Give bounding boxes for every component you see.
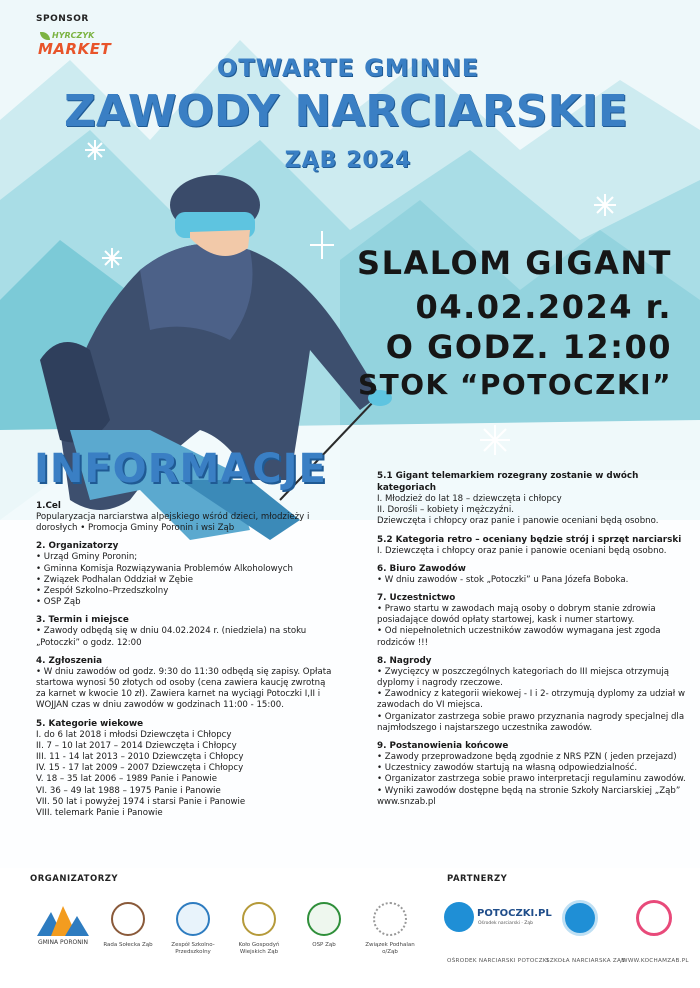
- mountain-logo-icon: [33, 902, 93, 938]
- section-line: Dziewczęta i chłopcy oraz panie i panowie oceniani będą osobno.: [377, 516, 659, 527]
- title-line-2: ZAWODY NARCIARSKIE: [64, 86, 628, 137]
- organizer-name: Koło Gospodyń Wiejskich Ząb: [238, 942, 280, 955]
- section-line: II. Dorośli – kobiety i mężczyźni.: [377, 505, 514, 516]
- section-line: • Wyniki zawodów dostępne będą na stronie Szkoły Narciarskiej „Ząb” www.snzab.pl: [377, 785, 681, 807]
- section-line: III. 11 - 14 lat 2013 – 2010 Dziewczęta i Chłopcy: [36, 752, 244, 763]
- section-line: • Gminna Komisja Rozwiązywania Problemów Alkoholowych: [36, 563, 293, 574]
- seal-icon: [176, 902, 210, 936]
- section-line: VIII. telemark Panie i Panowie: [36, 808, 163, 819]
- organizer-name: Związek Podhalan o/Ząb: [365, 942, 415, 955]
- section-line: • Uczestnicy zawodów startują na własną odpowiedzialność.: [377, 763, 638, 774]
- potoczki-circle-icon: [444, 902, 474, 932]
- section-line: • Zawody przeprowadzone będą zgodnie z NRS PZN ( jeden przejazd): [377, 752, 677, 763]
- partner-szkola-logo: [562, 900, 598, 936]
- seal-icon: [307, 902, 341, 936]
- section-heading: 2. Organizatorzy: [36, 541, 119, 552]
- section-line: • Organizator zastrzega sobie prawo przyznania nagrody specjalnej dla najmłodszego i najstarszego uczestnika zawodów.: [377, 711, 685, 733]
- organizer-rada-solecka: [98, 902, 158, 949]
- section-line: • Zawodnicy z kategorii wiekowej - I i 2- otrzymują dyplomy za udział w zawodach do VI miejsca.: [377, 689, 685, 711]
- title-line-3: ZĄB 2024: [284, 148, 412, 173]
- organizer-kolo-gospodyn: [229, 902, 289, 955]
- partner-caption-potoczki: OŚRODEK NARCIARSKI POTOCZKI: [447, 958, 549, 964]
- footer: [0, 870, 700, 988]
- organizer-name: Rada Sołecka Ząb: [103, 942, 153, 948]
- event-time: O GODZ. 12:00: [385, 328, 672, 366]
- organizer-name: Zespół Szkolno-Przedszkolny: [171, 942, 215, 955]
- sponsor-logo-main: MARKET: [38, 40, 112, 58]
- section-line: V. 18 – 35 lat 2006 – 1989 Panie i Panowie: [36, 774, 218, 785]
- info-title: INFORMACJE: [34, 446, 327, 492]
- event-place: STOK “POTOCZKI”: [357, 368, 672, 401]
- section-heading: 5.1 Gigant telemarkiem rozegrany zostanie w dwóch kategoriach: [377, 471, 639, 493]
- organizer-osp-zab: [294, 902, 354, 949]
- potoczki-logo-text: POTOCZKI.PL: [477, 908, 552, 919]
- organizer-name: OSP Ząb: [312, 942, 336, 948]
- section-line: II. 7 – 10 lat 2017 – 2014 Dziewczęta i Chłopcy: [36, 740, 237, 751]
- section-line: VI. 36 – 49 lat 1988 – 1975 Panie i Panowie: [36, 785, 221, 796]
- section-line: • Organizator zastrzega sobie prawo interpretacji regulaminu zawodów.: [377, 774, 686, 785]
- section-line: • OSP Ząb: [36, 597, 81, 608]
- leaf-icon: [40, 32, 50, 40]
- partner-caption-kochamzab: WWW.KOCHAMZAB.PL: [622, 958, 689, 964]
- info-right-column: [377, 470, 687, 808]
- organizer-name: GMINA PORONIN: [37, 939, 89, 946]
- section-heading: 9. Postanowienia końcowe: [377, 741, 509, 752]
- section-heading: 7. Uczestnictwo: [377, 593, 456, 604]
- title-line-1: OTWARTE GMINNE: [216, 54, 480, 82]
- info-left-column: [36, 500, 336, 819]
- partner-potoczki-logo: [444, 902, 552, 936]
- seal-icon: [242, 902, 276, 936]
- seal-icon: [373, 902, 407, 936]
- section-heading: 1.Cel: [36, 501, 61, 511]
- section-line: • Zwycięzcy w poszczególnych kategoriach do III miejsca otrzymują dyplomy i nagrody rzeczowe.: [377, 666, 669, 689]
- potoczki-logo-sub: Ośrodek narciarski · Ząb: [478, 921, 533, 926]
- section-line: I. Młodzież do lat 18 – dziewczęta i chłopcy: [377, 494, 562, 504]
- event-discipline: SLALOM GIGANT: [357, 244, 672, 282]
- section-line: • Związek Podhalan Oddział w Zębie: [36, 574, 194, 585]
- section-heading: 5.2 Kategoria retro – oceniany będzie strój i sprzęt narciarski: [377, 534, 682, 545]
- section-line: Popularyzacja narciarstwa alpejskiego wśród dzieci, młodzieży i dorosłych • Promocja Gminy Poronin i wsi Ząb: [36, 512, 310, 534]
- sponsor-logo-top: HYRCZYK: [52, 31, 95, 40]
- section-line: • Zawody odbędą się w dniu 04.02.2024 r. (niedziela) na stoku „Potoczki” o godz. 12:00: [36, 626, 307, 648]
- section-line: I. do 6 lat 2018 i młodsi Dziewczęta i Chłopcy: [36, 729, 232, 740]
- section-heading: 5. Kategorie wiekowe: [36, 718, 144, 729]
- organizer-zwiazek-podhalan: [360, 902, 420, 955]
- section-heading: 3. Termin i miejsce: [36, 615, 129, 626]
- section-line: VII. 50 lat i powyżej 1974 i starsi Panie i Panowie: [36, 796, 246, 807]
- partner-kochamzab-logo: [636, 900, 672, 936]
- section-heading: 6. Biuro Zawodów: [377, 563, 466, 574]
- section-line: • Prawo startu w zawodach mają osoby o dobrym stanie zdrowia posiadające dowód opłaty startowej, kask i numer startowy.: [377, 604, 656, 626]
- section-line: • W dniu zawodów od godz. 9:30 do 11:30 odbędą się zapisy. Opłata startowa wynosi 50 złotych od osoby (cena zawiera kaucję zwrotną za karnet w kwocie 10 zł). Zawiera karnet na wyciągi Potoczki I,II i WOJJAN czas w dniu zawodów w godzinach 11:00 - 15:00.: [36, 666, 332, 711]
- section-heading: 8. Nagrody: [377, 655, 432, 666]
- organizer-gmina-poronin: [33, 902, 93, 947]
- section-heading: 4. Zgłoszenia: [36, 655, 103, 666]
- organizer-zespol-szkolno: [163, 902, 223, 955]
- event-date: 04.02.2024 r.: [415, 288, 672, 326]
- section-line: • Urząd Gminy Poronin;: [36, 552, 138, 563]
- organizers-label: ORGANIZATORZY: [30, 874, 119, 884]
- section-line: I. Dziewczęta i chłopcy oraz panie i panowie oceniani będą osobno.: [377, 545, 667, 556]
- section-line: • Zespół Szkolno–Przedszkolny: [36, 586, 169, 597]
- seal-icon: [111, 902, 145, 936]
- partners-label: PARTNERZY: [447, 874, 508, 884]
- section-line: IV. 15 - 17 lat 2009 – 2007 Dziewczęta i Chłopcy: [36, 763, 244, 774]
- partner-caption-szkola: SZKOŁA NARCIARSKA ZĄB: [546, 958, 626, 964]
- section-line: • W dniu zawodów - stok „Potoczki” u Pana Józefa Boboka.: [377, 574, 629, 585]
- section-line: • Od niepełnoletnich uczestników zawodów wymagana jest zgoda rodziców !!!: [377, 626, 661, 648]
- sponsor-label: SPONSOR: [36, 14, 89, 24]
